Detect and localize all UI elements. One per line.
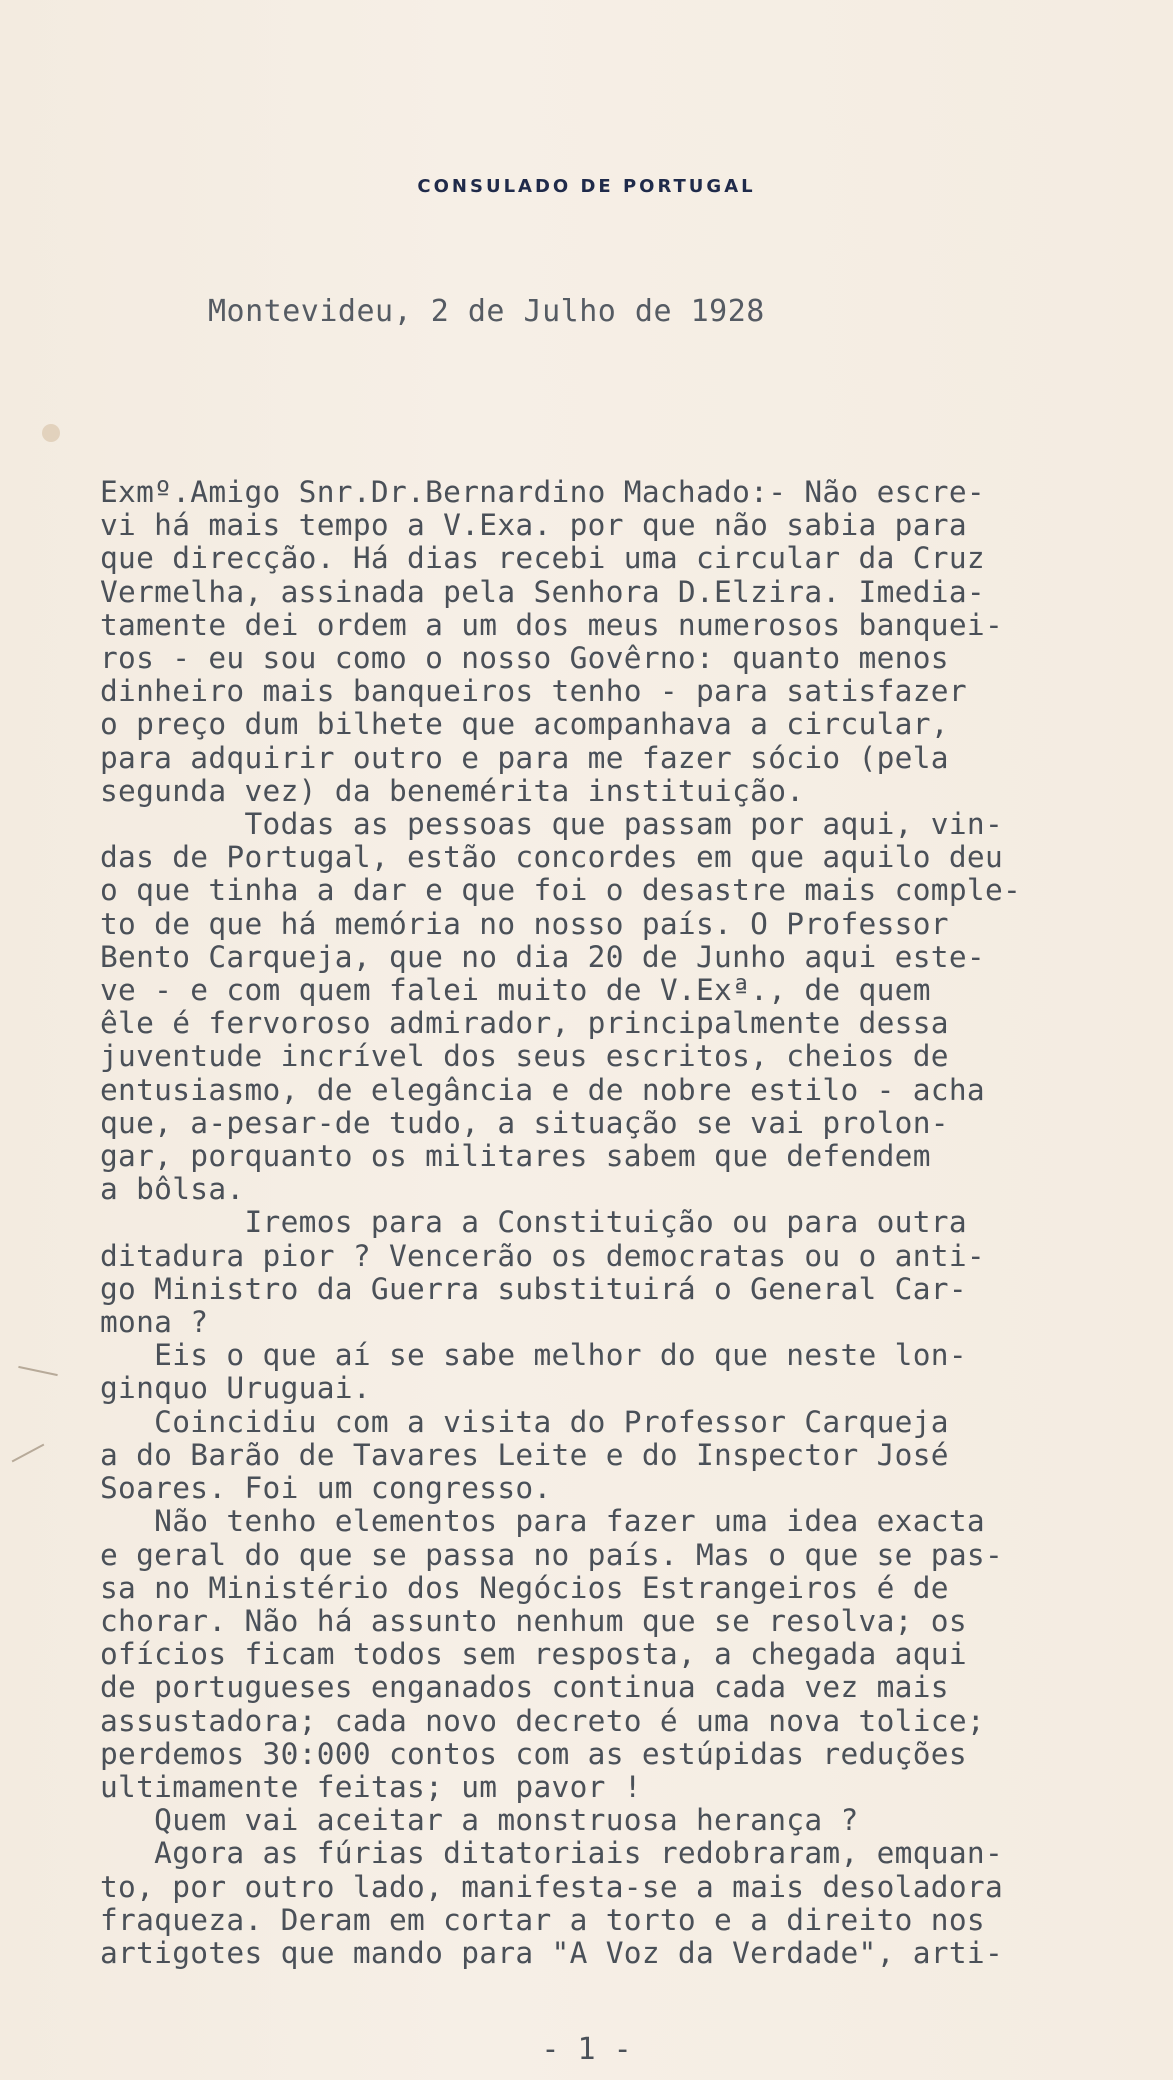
body-line: Não tenho elementos para fazer uma idea exacta [100,1504,985,1539]
body-line: Exmº.Amigo Snr.Dr.Bernardino Machado:- Não escre- [100,475,985,509]
body-line: ditadura pior ? Vencerão os democratas ou o anti- [100,1238,985,1273]
fold-mark [18,1366,58,1376]
body-line: Vermelha, assinada pela Senhora D.Elzira. Imedia- [100,574,985,609]
body-line: Eis o que aí se sabe melhor do que neste lon- [100,1338,967,1373]
body-line: Quem vai aceitar a monstruosa herança ? [100,1803,859,1838]
body-line: Iremos para a Constituição ou para outra [100,1205,967,1240]
body-line: gar, porquanto os militares sabem que defendem [100,1139,931,1174]
body-line: Soares. Foi um congresso. [100,1471,552,1506]
body-line: fraqueza. Deram em cortar a torto e a direito nos [100,1902,985,1937]
body-line: de portugueses enganados continua cada vez mais [100,1670,949,1705]
body-line: o que tinha a dar e que foi o desastre mais comple- [100,873,1022,908]
body-line: perdemos 30:000 contos com as estúpidas reduções [100,1736,967,1771]
body-line: assustadora; cada novo decreto é uma nova tolice; [100,1703,985,1738]
body-line: sa no Ministério dos Negócios Estrangeiros é de [100,1570,949,1605]
body-line: entusiasmo, de elegância e de nobre estilo - acha [100,1072,985,1107]
body-line: êle é fervoroso admirador, principalmente dessa [100,1006,949,1041]
body-line: chorar. Não há assunto nenhum que se resolva; os [100,1603,967,1638]
body-line: a bôlsa. [100,1172,245,1207]
body-line: ve - e com quem falei muito de V.Exª., de quem [100,973,931,1008]
page-number: - 1 - [541,2032,632,2067]
body-line: para adquirir outro e para me fazer sócio (pela [100,740,949,775]
body-line: dinheiro mais banqueiros tenho - para satisfazer [100,674,967,709]
body-line: que direcção. Há dias recebi uma circular da Cruz [100,541,985,576]
body-line: go Ministro da Guerra substituirá o General Car- [100,1271,967,1306]
body-line: segunda vez) da benemérita instituição. [100,773,805,808]
body-line: o preço dum bilhete que acompanhava a circular, [100,707,949,742]
body-line: juventude incrível dos seus escritos, cheios de [100,1039,949,1074]
body-line: to, por outro lado, manifesta-se a mais desoladora [100,1869,1004,1904]
letterhead: CONSULADO DE PORTUGAL [417,176,756,197]
body-line: das de Portugal, estão concordes em que aquilo deu [100,840,1004,875]
body-line: mona ? [100,1305,209,1340]
body-line: ginquo Uruguai. [100,1371,371,1406]
letter-body [100,476,1120,1970]
body-line: ultimamente feitas; um pavor ! [100,1769,642,1804]
body-line: a do Barão de Tavares Leite e do Inspector José [100,1437,949,1472]
body-line: Bento Carqueja, que no dia 20 de Junho aqui este- [100,939,985,974]
body-line: artigotes que mando para "A Voz da Verdade", arti- [100,1935,1004,1970]
body-line: Agora as fúrias ditatoriais redobraram, emquan- [100,1836,1004,1871]
body-line: to de que há memória no nosso país. O Professor [100,906,949,941]
body-line: tamente dei ordem a um dos meus numerosos banquei- [100,607,1004,642]
body-line: vi há mais tempo a V.Exa. por que não sabia para [100,508,967,543]
body-line: Coincidiu com a visita do Professor Carqueja [100,1404,949,1439]
dateline: Montevideu, 2 de Julho de 1928 [208,294,765,329]
body-line: Todas as pessoas que passam por aqui, vin- [100,807,1004,842]
body-line: ofícios ficam todos sem resposta, a chegada aqui [100,1637,967,1672]
paper-stain [42,424,60,442]
fold-mark [12,1444,45,1463]
body-line: e geral do que se passa no país. Mas o que se pas- [100,1537,1004,1572]
body-line: ros - eu sou como o nosso Govêrno: quanto menos [100,641,949,676]
body-line: que, a-pesar-de tudo, a situação se vai prolon- [100,1105,949,1140]
